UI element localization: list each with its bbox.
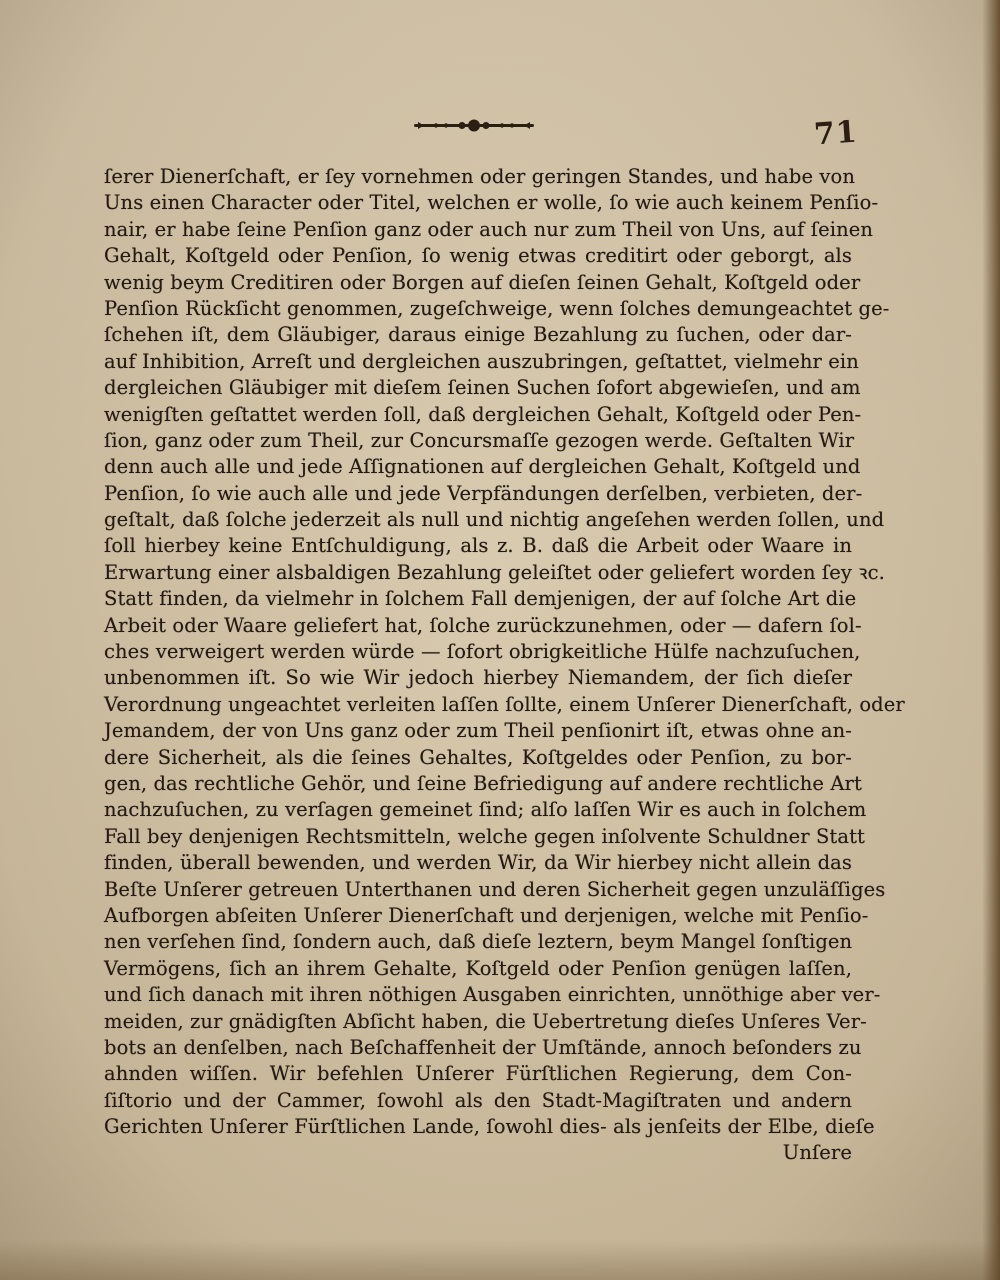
- catchword: Unſere: [782, 1141, 852, 1165]
- text-line: ſiſtorio und der Cammer, ſowohl als den Stadt-Magiſtraten und andern: [104, 1088, 852, 1112]
- text-line: unbenommen iſt. So wie Wir jedoch hierbey Niemandem, der ſich dieſer: [104, 666, 852, 690]
- text-line: denn auch alle und jede Aſſignationen auf dergleichen Gehalt, Koſtgeld und: [104, 455, 861, 479]
- text-line: Penſion Rückſicht genommen, zugeſchweige, wenn ſolches demungeachtet ge-: [104, 296, 890, 320]
- text-line: geſtalt, daß ſolche jederzeit als null und nichtig angeſehen werden ſollen, und: [104, 508, 885, 532]
- text-line: Fall bey denjenigen Rechtsmitteln, welche gegen inſolvente Schuldner Statt: [104, 824, 865, 848]
- text-line: gen, das rechtliche Gehör, und ſeine Befriedigung auf andere rechtliche Art: [104, 771, 862, 795]
- text-line: Gerichten Unſerer Fürſtlichen Lande, ſowohl dies- als jenſeits der Elbe, dieſe: [104, 1115, 875, 1139]
- text-line: meiden, zur gnädigſten Abſicht haben, die Uebertretung dieſes Unſeres Ver-: [104, 1009, 867, 1033]
- text-line: Erwartung einer alsbaldigen Bezahlung geleiſtet oder geliefert worden ſey ꝛc.: [104, 560, 885, 584]
- text-line: Arbeit oder Waare geliefert hat, ſolche zurückzunehmen, oder — dafern ſol-: [104, 613, 862, 637]
- text-line: ches verweigert werden würde — ſofort obrigkeitliche Hülfe nachzuſuchen,: [104, 640, 861, 664]
- text-line: nen verſehen ſind, ſondern auch, daß dieſe leztern, beym Mangel ſonſtigen: [104, 930, 853, 954]
- body-text: [104, 164, 905, 1167]
- ornament-divider-icon: [412, 116, 536, 136]
- text-line: bots an denſelben, nach Beſchaffenheit der Umſtände, annoch beſonders zu: [104, 1035, 862, 1059]
- text-line: ſoll hierbey keine Entſchuldigung, als z. B. daß die Arbeit oder Waare in: [104, 534, 852, 558]
- page-bottom-shadow: [0, 1240, 1000, 1280]
- text-line: dergleichen Gläubiger mit dieſem ſeinen Suchen ſofort abgewieſen, und am: [104, 376, 861, 400]
- text-line: Penſion, ſo wie auch alle und jede Verpfändungen derſelben, verbieten, der-: [104, 481, 863, 505]
- text-line: auf Inhibition, Arreſt und dergleichen auszubringen, geſtattet, vielmehr ein: [104, 349, 859, 373]
- text-line: Gehalt, Koſtgeld oder Penſion, ſo wenig etwas creditirt oder geborgt, als: [104, 244, 852, 268]
- text-line: ſerer Dienerſchaft, er ſey vornehmen oder geringen Standes, und habe von: [104, 165, 856, 188]
- page-edge-shadow: [982, 0, 1000, 1280]
- text-line: Aufborgen abſeiten Unſerer Dienerſchaft und derjenigen, welche mit Penſio-: [104, 903, 869, 927]
- text-line: nair, er habe ſeine Penſion ganz oder auch nur zum Theil von Uns, auf ſeinen: [104, 217, 874, 241]
- text-line: ſchehen iſt, dem Gläubiger, daraus einige Bezahlung zu ſuchen, oder dar-: [104, 323, 852, 347]
- text-line: Statt finden, da vielmehr in ſolchem Fall demjenigen, der auf ſolche Art die: [104, 587, 857, 611]
- text-line: wenigſten geſtattet werden ſoll, daß dergleichen Gehalt, Koſtgeld oder Pen-: [104, 402, 862, 426]
- text-line: Jemandem, der von Uns ganz oder zum Theil penſionirt iſt, etwas ohne an-: [104, 719, 852, 743]
- text-line: finden, überall bewenden, und werden Wir, da Wir hierbey nicht allein das: [104, 851, 852, 875]
- text-line: und ſich danach mit ihren nöthigen Ausgaben einrichten, unnöthige aber ver-: [104, 983, 881, 1007]
- text-line: wenig beym Creditiren oder Borgen auf dieſen ſeinen Gehalt, Koſtgeld oder: [104, 270, 861, 294]
- text-line: dere Sicherheit, als die ſeines Gehaltes, Koſtgeldes oder Penſion, zu bor-: [104, 745, 852, 769]
- text-line: Uns einen Character oder Titel, welchen er wolle, ſo wie auch keinem Penſio-: [104, 191, 879, 215]
- text-line: ſion, ganz oder zum Theil, zur Concursmaſſe gezogen werde. Geſtalten Wir: [104, 428, 855, 452]
- page-number: 71: [812, 114, 859, 153]
- text-line: Beſte Unſerer getreuen Unterthanen und deren Sicherheit gegen unzuläſſiges: [104, 877, 886, 901]
- text-line: Verordnung ungeachtet verleiten laſſen ſollte, einem Unſerer Dienerſchaft, oder: [104, 692, 905, 716]
- text-line: Vermögens, ſich an ihrem Gehalte, Koſtgeld oder Penſion genügen laſſen,: [104, 956, 852, 980]
- text-line: nachzuſuchen, zu verſagen gemeinet ſind; alſo laſſen Wir es auch in ſolchem: [104, 798, 867, 822]
- text-line: ahnden wiſſen. Wir befehlen Unſerer Fürſtlichen Regierung, dem Con-: [104, 1062, 852, 1086]
